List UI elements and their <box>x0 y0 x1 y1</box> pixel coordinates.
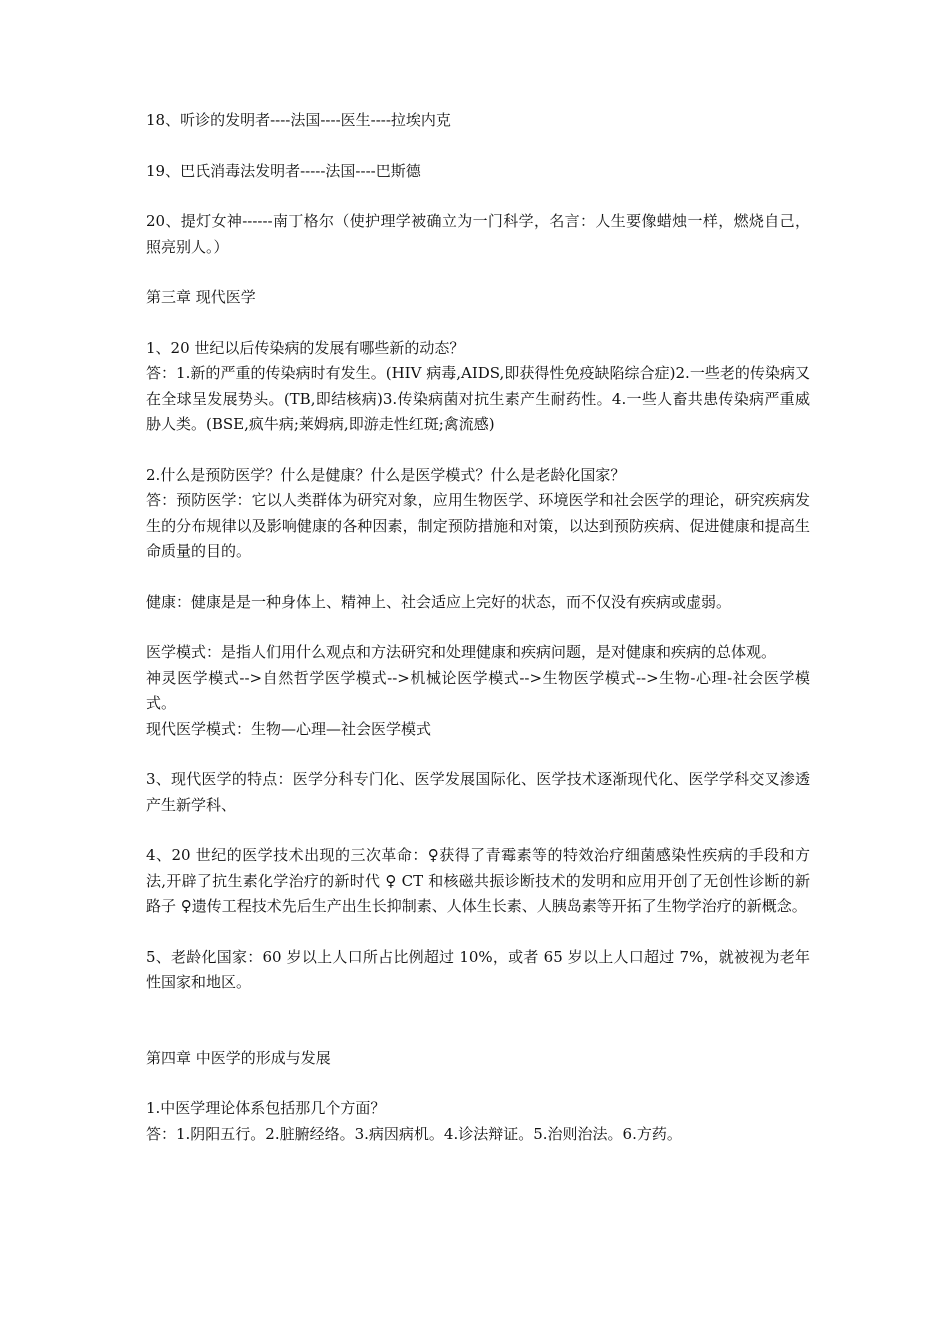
item-19: 19、巴氏消毒法发明者-----法国----巴斯德 <box>146 161 421 180</box>
ch4-question-1: 1.中医学理论体系包括那几个方面？ <box>146 1099 386 1117</box>
medical-model-evolution: 神灵医学模式-->自然哲学医学模式-->机械论医学模式-->生物医学模式-->生物-心理-社会医学模式。 <box>146 668 810 712</box>
document-body <box>146 108 810 1147</box>
item-20: 20、提灯女神------南丁格尔（使护理学被确立为一门科学，名言：人生要像蜡烛一样，燃烧自己，照亮别人。） <box>146 212 810 256</box>
modern-medical-model: 现代医学模式：生物—心理—社会医学模式 <box>146 719 432 738</box>
ch3-question-1: 1、20 世纪以后传染病的发展有哪些新的动态？ <box>146 338 465 357</box>
health-definition: 健康：健康是是一种身体上、精神上、社会适应上完好的状态，而不仅没有疾病或虚弱。 <box>146 592 732 611</box>
ch3-item-5: 5、老龄化国家：60 岁以上人口所占比例超过 10%，或者 65 岁以上人口超过 7%，就被视为老年性国家和地区。 <box>146 947 810 991</box>
item-18: 18、听诊的发明者----法国----医生----拉埃内克 <box>146 111 451 129</box>
ch4-answer-1: 答：1.阴阳五行。2.脏腑经络。3.病因病机。4.诊法辩证。5.治则治法。6.方药。 <box>146 1124 682 1143</box>
medical-model-definition: 医学模式：是指人们用什么观点和方法研究和处理健康和疾病问题，是对健康和疾病的总体观。 <box>146 643 777 661</box>
ch3-question-2: 2.什么是预防医学？什么是健康？什么是医学模式？什么是老龄化国家？ <box>146 465 626 484</box>
ch3-answer-2: 答：预防医学：它以人类群体为研究对象，应用生物医学、环境医学和社会医学的理论，研究疾病发生的分布规律以及影响健康的各种因素，制定预防措施和对策，以达到预防疾病、促进健康和提高生命质量的目的。 <box>146 491 810 560</box>
ch3-item-4: 4、20 世纪的医学技术出现的三次革命：♀获得了青霉素等的特效治疗细菌感染性疾病的手段和方法,开辟了抗生素化学治疗的新时代 ♀ CT 和核磁共振诊断技术的发明和应用开创了无创性诊断的新路子 ♀遗传工程技术先后生产出生长抑制素、人体生长素、人胰岛素等开拓了生物学治疗的新概念。 <box>146 846 810 915</box>
chapter-4-heading: 第四章 中医学的形成与发展 <box>146 1048 331 1067</box>
ch3-answer-1: 答：1.新的严重的传染病时有发生。(HIV 病毒,AIDS,即获得性免疫缺陷综合症)2.一些老的传染病又在全球呈发展势头。(TB,即结核病)3.传染病菌对抗生素产生耐药性。4.一些人畜共患传染病严重威胁人类。(BSE,疯牛病;莱姆病,即游走性红斑;禽流感) <box>146 364 810 433</box>
ch3-item-3: 3、现代医学的特点：医学分科专门化、医学发展国际化、医学技术逐渐现代化、医学学科交叉渗透产生新学科、 <box>146 770 810 814</box>
chapter-3-heading: 第三章 现代医学 <box>146 288 256 306</box>
